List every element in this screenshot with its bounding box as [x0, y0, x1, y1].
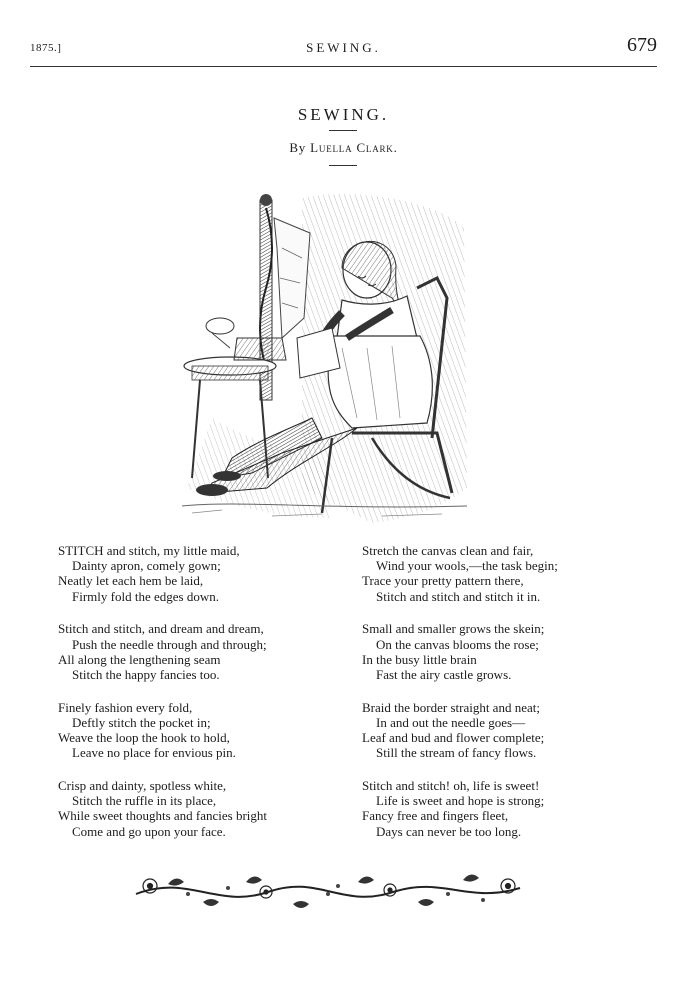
poem-line: Leave no place for envious pin. — [72, 745, 236, 761]
poem-line: Fast the airy castle grows. — [376, 666, 512, 682]
byline — [0, 140, 687, 156]
header-rule — [30, 66, 657, 67]
poem-line: On the canvas blooms the rose; — [376, 636, 539, 652]
poem-line: Fancy free and fingers fleet, — [362, 808, 509, 824]
poem-line: Stitch the ruffle in its place, — [72, 793, 217, 809]
poem-line: Days can never be too long. — [376, 823, 522, 839]
poem-line: All along the lengthening seam — [58, 651, 221, 667]
poem-title: SEWING. — [297, 105, 390, 124]
stanza — [58, 621, 358, 682]
poem-line: Stitch the happy fancies too. — [72, 666, 220, 682]
poem-line: Trace your pretty pattern there, — [362, 573, 524, 589]
stanza — [58, 778, 358, 839]
poem-line: Neatly let each hem be laid, — [58, 573, 204, 589]
poem-line: Crisp and dainty, spotless white, — [58, 777, 227, 793]
poem-line: Come and go upon your face. — [72, 823, 226, 839]
poem-line: Wind your wools,—the task begin; — [376, 558, 558, 574]
running-head — [30, 36, 657, 60]
running-head-year: 1875.] — [30, 42, 62, 54]
poem-line: In and out the needle goes— — [376, 714, 526, 730]
poem-line: Small and smaller grows the skein; — [362, 621, 545, 637]
author-name: Luella Clark. — [310, 140, 398, 155]
stanza — [362, 543, 662, 604]
poem-line: STITCH and stitch, my little maid, — [58, 543, 240, 558]
floral-vine-ornament-icon — [128, 864, 528, 916]
poem-line: Stretch the canvas clean and fair, — [362, 543, 534, 558]
page-number: 679 — [627, 34, 657, 56]
poem-line: Deftly stitch the pocket in; — [72, 714, 211, 730]
poem-line: Weave the loop the hook to hold, — [58, 730, 230, 746]
byline-prefix: By — [289, 140, 307, 155]
poem-line: Push the needle through and through; — [72, 636, 267, 652]
poem-line: In the busy little brain — [362, 651, 477, 667]
poem-line: Stitch and stitch, and dream and dream, — [58, 621, 264, 637]
poem-line: Finely fashion every fold, — [58, 699, 193, 715]
engraving-girl-sewing-icon — [182, 188, 467, 523]
running-head-title: SEWING. — [306, 40, 381, 55]
poem-line: Stitch and stitch! oh, life is sweet! — [362, 777, 540, 793]
stanza — [362, 700, 662, 761]
poem-line: Firmly fold the edges down. — [72, 588, 219, 604]
byline-rule — [329, 165, 357, 166]
poem-line: Life is sweet and hope is strong; — [376, 793, 545, 809]
poem-column-left — [58, 543, 358, 856]
poem-column-right — [362, 543, 662, 856]
poem-line: Stitch and stitch and stitch it in. — [376, 588, 541, 604]
poem-line: Still the stream of fancy flows. — [376, 745, 537, 761]
poem-line: Braid the border straight and neat; — [362, 699, 540, 715]
stanza — [362, 778, 662, 839]
stanza — [362, 621, 662, 682]
poem-line: Leaf and bud and flower complete; — [362, 730, 545, 746]
stanza — [58, 543, 358, 604]
title-rule — [329, 130, 357, 131]
stanza — [58, 700, 358, 761]
poem-line: Dainty apron, comely gown; — [72, 558, 221, 574]
poem-line: While sweet thoughts and fancies bright — [58, 808, 268, 824]
